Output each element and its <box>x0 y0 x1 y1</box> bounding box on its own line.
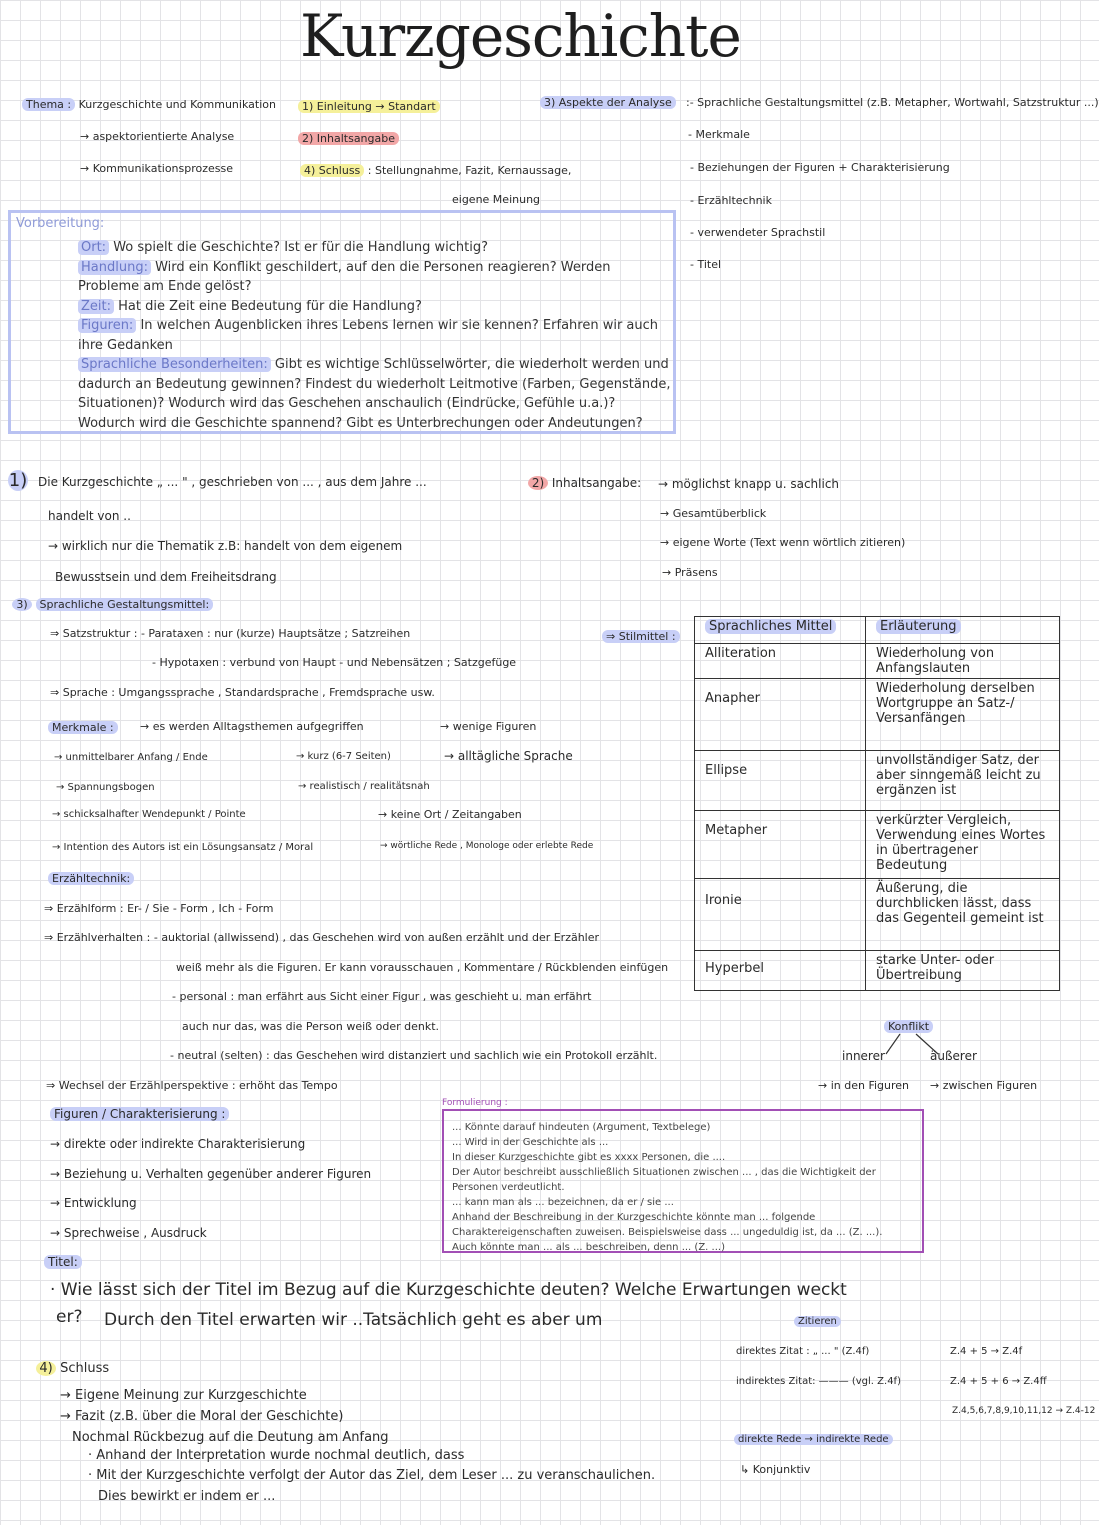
merkmal-item: → schicksalhafter Wendepunkt / Pointe <box>52 809 246 820</box>
formulierung-line: ... Könnte darauf hindeuten (Argument, Textbelege) <box>452 1122 711 1133</box>
formulierung-line: Auch könnte man ... als ... beschreiben, denn ... (Z. ...) <box>452 1242 725 1253</box>
merkmal-item: → realistisch / realitätsnah <box>298 781 430 792</box>
erzaehlverhalten-line: - personal : man erfährt aus Sicht einer Figur , was geschieht u. man erfährt <box>172 990 592 1003</box>
table-cell: Ellipse <box>695 751 866 811</box>
merkmal-item: → Intention des Autors ist ein Lösungsansatz / Moral <box>52 842 314 853</box>
merkmal-item: → Spannungsbogen <box>56 782 155 793</box>
aspekte-item: - Erzähltechnik <box>690 194 772 207</box>
table-cell: Äußerung, die durchblicken lässt, dass das Gegenteil gemeint ist <box>866 879 1060 951</box>
konflikt-aeusserer-sub: → zwischen Figuren <box>930 1079 1038 1092</box>
merkmal-item: → kurz (6-7 Seiten) <box>296 751 391 762</box>
table-row <box>695 751 1060 811</box>
schluss-item: → Eigene Meinung zur Kurzgeschichte <box>60 1388 307 1403</box>
titel-line: er? <box>56 1307 83 1327</box>
formulierung-text <box>452 1120 918 1255</box>
formulierung-label: Formulierung : <box>442 1098 508 1108</box>
table-cell: starke Unter- oder Übertreibung <box>866 951 1060 991</box>
merkmal-item: → wörtliche Rede , Monologe oder erlebte Rede <box>380 841 594 851</box>
erzaehltechnik-label: Erzähltechnik: <box>48 872 134 885</box>
satzstruktur-line: ⇒ Satzstruktur : - Parataxen : nur (kurze) Hauptsätze ; Satzreihen <box>50 627 411 640</box>
erzaehlform-line: ⇒ Erzählform : Er- / Sie - Form , Ich - Form <box>44 902 274 915</box>
aspekte-label: 3) Aspekte der Analyse <box>540 96 676 109</box>
wechsel-line: ⇒ Wechsel der Erzählperspektive : erhöht das Tempo <box>46 1079 338 1092</box>
aspekte-item: - Merkmale <box>688 128 750 141</box>
inhaltsangabe-item: → eigene Worte (Text wenn wörtlich zitieren) <box>660 536 906 549</box>
table-cell: unvollständiger Satz, der aber sinngemäß leicht zu ergänzen ist <box>866 751 1060 811</box>
merkmal-item: → es werden Alltagsthemen aufgegriffen <box>140 720 364 733</box>
formulierung-line: Anhand der Beschreibung in der Kurzgeschichte könnte man ... folgende Charaktereigenschaften zuweisen. Beispielsweise dass ... ungeduldig ist, da ... (Z. ...). <box>452 1212 883 1238</box>
thema-label: Thema : <box>22 98 75 111</box>
figuren-item: → Entwicklung <box>50 1196 137 1210</box>
einleitung-number: 1) <box>8 470 28 491</box>
merkmal-item: → wenige Figuren <box>440 720 537 733</box>
schluss-heading: 4) Schluss <box>36 1361 109 1376</box>
merkmal-item: → unmittelbarer Anfang / Ende <box>54 752 208 763</box>
thema-text: Kurzgeschichte und Kommunikation <box>78 98 276 111</box>
table-row <box>695 879 1060 951</box>
erzaehlverhalten-line: auch nur das, was die Person weiß oder denkt. <box>182 1020 440 1033</box>
table-row <box>695 951 1060 991</box>
table-cell: verkürzter Vergleich, Verwendung eines Wortes in übertragener Bedeutung <box>866 811 1060 879</box>
figuren-item: → Sprechweise , Ausdruck <box>50 1226 207 1240</box>
page-title: Kurzgeschichte <box>300 2 741 70</box>
erzaehlverhalten-line: ⇒ Erzählverhalten : - auktorial (allwissend) , das Geschehen wird von außen erzählt und der Erzähler <box>44 931 600 944</box>
inhaltsangabe-heading: 2) Inhaltsangabe: <box>528 476 641 490</box>
table-cell: Alliteration <box>695 644 866 679</box>
figuren-item: → Beziehung u. Verhalten gegenüber anderer Figuren <box>50 1167 372 1181</box>
table-cell: Anapher <box>695 679 866 751</box>
konflikt-innerer: innerer <box>842 1049 885 1063</box>
titel-label: Titel: <box>44 1255 82 1269</box>
titel-line: · Wie lässt sich der Titel im Bezug auf die Kurzgeschichte deuten? Welche Erwartungen weckt <box>50 1280 847 1300</box>
table-row <box>695 679 1060 751</box>
zitat-indirekt: indirektes Zitat: ——— (vgl. Z.4f) <box>736 1376 901 1387</box>
table-row <box>695 644 1060 679</box>
thema-item: → aspektorientierte Analyse <box>80 130 235 143</box>
schluss-item: Nochmal Rückbezug auf die Deutung am Anfang <box>72 1430 389 1445</box>
stilmittel-label: ⇒ Stilmittel : <box>602 630 680 643</box>
stilmittel-table <box>694 616 1060 991</box>
satzstruktur-line: - Hypotaxen : verbund von Haupt - und Nebensätzen ; Satzgefüge <box>152 656 517 669</box>
einleitung-line: Die Kurzgeschichte „ ... " , geschrieben von ... , aus dem Jahre ... <box>38 475 427 489</box>
formulierung-line: ... Wird in der Geschichte als ... <box>452 1137 609 1148</box>
zitat-direkt: direktes Zitat : „ ... " (Z.4f) <box>736 1346 870 1357</box>
einleitung-line: handelt von .. <box>48 509 131 523</box>
inhaltsangabe-item: → Präsens <box>662 566 718 579</box>
vorbereitung-label: Vorbereitung: <box>16 216 105 231</box>
formulierung-line: In dieser Kurzgeschichte gibt es xxxx Personen, die .... <box>452 1152 726 1163</box>
inhaltsangabe-item: → Gesamtüberblick <box>660 507 767 520</box>
schluss-item: · Anhand der Interpretation wurde nochmal deutlich, dass <box>88 1448 465 1463</box>
vorbereitung-text: Ort: Wo spielt die Geschichte? Ist er für die Handlung wichtig? Handlung: Wird ein Konflikt geschildert, auf den die Personen reagieren? Werden Probleme am Ende gelöst? Zeit: Hat die Zeit eine Bedeutung für die Handlung? Figuren: In welchen Augenblicken ihres Lebens lernen wir sie kennen? Erfahren wir auch ihre Gedanken Sprachliche Besonderheiten: Gibt es wichtige Schlüsselwörter, die wiederholt werden und dadurch an Bedeutung gewinnen? Findest du wiederholt Leitmotive (Farben, Gegenstände, Situationen)? Wodurch wird das Geschehen anschaulich (Eindrücke, Gefühle u.a.)? Wodurch wird die Geschichte spannend? Gibt es Unterbrechungen oder Andeutungen? <box>78 240 671 431</box>
aspekte-item: :- Sprachliche Gestaltungsmittel (z.B. Metapher, Wortwahl, Satzstruktur ...) <box>686 96 1099 109</box>
titel-line: Durch den Titel erwarten wir ..Tatsächlich geht es aber um <box>104 1310 603 1330</box>
konflikt-innerer-sub: → in den Figuren <box>818 1079 910 1092</box>
merkmal-item: → alltägliche Sprache <box>444 749 573 763</box>
table-header-row <box>695 617 1060 644</box>
konflikt-aeusserer: äußerer <box>930 1049 977 1063</box>
sprachliche-heading: 3) Sprachliche Gestaltungsmittel: <box>12 598 213 611</box>
structure-inhaltsangabe: 2) Inhaltsangabe <box>298 132 399 145</box>
aspekte-item: - Titel <box>690 258 722 271</box>
structure-schluss: 4) Schluss : Stellungnahme, Fazit, Kernaussage, <box>300 164 571 177</box>
einleitung-line: Bewusstsein und dem Freiheitsdrang <box>55 570 277 584</box>
table-header-cell: Erläuterung <box>866 617 1060 644</box>
zeilen-rule: Z.4 + 5 → Z.4f <box>950 1346 1023 1357</box>
zeilen-rule: Z.4,5,6,7,8,9,10,11,12 → Z.4-12 <box>952 1406 1096 1416</box>
rede-line: direkte Rede → indirekte Rede <box>734 1434 893 1445</box>
inhaltsangabe-item: → möglichst knapp u. sachlich <box>658 477 840 491</box>
schluss-item: Dies bewirkt er indem er ... <box>98 1489 276 1504</box>
thema-row <box>22 98 276 111</box>
erzaehlverhalten-line: weiß mehr als die Figuren. Er kann vorausschauen , Kommentare / Rückblenden einfügen <box>176 961 669 974</box>
konflikt-label: Konflikt <box>884 1020 933 1033</box>
table-header-cell: Sprachliches Mittel <box>695 617 866 644</box>
merkmal-item: → keine Ort / Zeitangaben <box>378 808 522 821</box>
figuren-item: → direkte oder indirekte Charakterisierung <box>50 1137 306 1151</box>
aspekte-item: - verwendeter Sprachstil <box>690 226 826 239</box>
erzaehlverhalten-line: - neutral (selten) : das Geschehen wird distanziert und sachlich wie ein Protokoll erzählt. <box>170 1049 658 1062</box>
figuren-label: Figuren / Charakterisierung : <box>50 1107 229 1121</box>
table-row <box>695 811 1060 879</box>
einleitung-line: → wirklich nur die Thematik z.B: handelt von dem eigenem <box>48 539 403 553</box>
zeilen-rule: Z.4 + 5 + 6 → Z.4ff <box>950 1376 1047 1387</box>
merkmale-label: Merkmale : <box>48 721 118 734</box>
schluss-item: → Fazit (z.B. über die Moral der Geschichte) <box>60 1409 344 1424</box>
table-cell: Wiederholung derselben Wortgruppe an Satz-/ Versanfängen <box>866 679 1060 751</box>
table-cell: Wiederholung von Anfangslauten <box>866 644 1060 679</box>
table-cell: Hyperbel <box>695 951 866 991</box>
schluss-item: · Mit der Kurzgeschichte verfolgt der Autor das Ziel, dem Leser ... zu veranschaulichen. <box>88 1468 656 1483</box>
zitieren-label: Zitieren <box>794 1316 841 1327</box>
structure-schluss-2: eigene Meinung <box>452 193 541 206</box>
structure-einleitung: 1) Einleitung → Standart <box>298 100 440 113</box>
sprache-line: ⇒ Sprache : Umgangssprache , Standardsprache , Fremdsprache usw. <box>50 686 435 699</box>
formulierung-line: ... kann man als ... bezeichnen, da er / sie ... <box>452 1197 674 1208</box>
formulierung-line: Der Autor beschreibt ausschließlich Situationen zwischen ... , das die Wichtigkeit der Personen verdeutlicht. <box>452 1167 876 1193</box>
table-cell: Metapher <box>695 811 866 879</box>
aspekte-item: - Beziehungen der Figuren + Charakterisierung <box>690 161 950 174</box>
konjunktiv-line: ↳ Konjunktiv <box>740 1463 811 1476</box>
thema-item: → Kommunikationsprozesse <box>80 162 234 175</box>
table-cell: Ironie <box>695 879 866 951</box>
